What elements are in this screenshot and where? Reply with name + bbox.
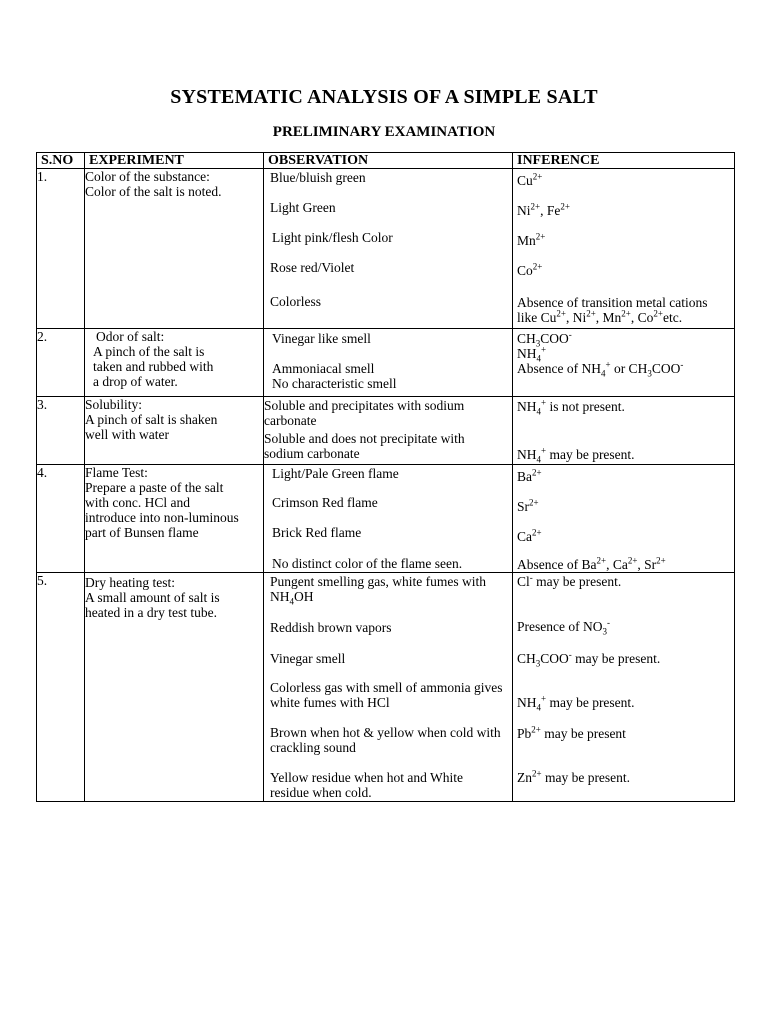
inference-item: $Zn^{2+}$ may be present.: [517, 768, 631, 785]
observation-cell: [264, 397, 513, 465]
table-row: [37, 329, 735, 397]
table-header-row: [37, 153, 735, 169]
inference-cell: [513, 465, 735, 573]
inference-item: $Sr^{2+}$: [517, 497, 539, 514]
observation-item: Light pink/flesh Color: [272, 230, 393, 245]
experiment-line: A pinch of salt is shaken: [85, 412, 218, 427]
observation-item: Colorless gas with smell of ammonia gives white fumes with HCl: [270, 680, 503, 710]
table-row: [37, 573, 735, 802]
observation-item: Blue/bluish green: [270, 170, 366, 185]
table-row: [37, 397, 735, 465]
observation-item: Vinegar smell: [270, 651, 346, 666]
observation-item: Colorless: [270, 294, 322, 309]
observation-cell: [264, 169, 513, 329]
inference-cell: [513, 169, 735, 329]
experiment-line: Color of the substance:: [85, 169, 210, 184]
observation-item: Pungent smelling gas, white fumes with $NH_4OH$: [270, 574, 486, 607]
inference-item: Cl- may be present.: [517, 572, 622, 589]
experiment-line: Prepare a paste of the salt: [85, 480, 224, 495]
experiment-cell: [85, 169, 264, 329]
experiment-cell: [85, 329, 264, 397]
observation-item: Vinegar like smell: [272, 331, 371, 346]
row-sno: 2.: [37, 329, 85, 397]
experiment-line: Color of the salt is noted.: [85, 184, 222, 199]
inference-item: $Ba^{2+}$: [517, 467, 542, 484]
inference-item: $Cu^{2+}$: [517, 171, 543, 188]
experiment-line: A pinch of the salt is: [93, 344, 205, 359]
experiment-line: a drop of water.: [93, 374, 178, 389]
experiment-cell: [85, 465, 264, 573]
table-row: [37, 465, 735, 573]
inference-item: Absence of $Ba^{2+}$, $Ca^{2+}$, $Sr^{2+}$: [517, 555, 666, 572]
experiment-line: A small amount of salt is: [85, 590, 220, 605]
experiment-line: with conc. HCl and: [85, 495, 190, 510]
inference-item: $Co^{2+}$: [517, 261, 543, 278]
experiment-cell: [85, 397, 264, 465]
observation-item: No characteristic smell: [272, 376, 397, 391]
observation-item: Soluble and does not precipitate with sodium carbonate: [264, 431, 465, 461]
experiment-line: Dry heating test:: [85, 575, 175, 590]
inference-item: $CH_3COO^-$: [517, 329, 572, 349]
inference-cell: [513, 329, 735, 397]
inference-cell: [513, 573, 735, 802]
section-subtitle: PRELIMINARY EXAMINATION: [272, 124, 496, 140]
experiment-line: part of Bunsen flame: [85, 525, 199, 540]
experiment-line: Odor of salt:: [96, 329, 165, 344]
observation-cell: [264, 329, 513, 397]
inference-item: $Pb^{2+}$ may be present: [517, 724, 626, 741]
observation-item: No distinct color of the flame seen.: [272, 556, 463, 571]
inference-item: $NH_4^+$ may be present.: [517, 445, 635, 465]
analysis-table: [36, 152, 735, 802]
header-inference: INFERENCE: [513, 153, 735, 169]
inference-item: $NH_4^+$ may be present.: [517, 693, 635, 713]
observation-item: Ammoniacal smell: [272, 361, 375, 376]
page-title: SYSTEMATIC ANALYSIS OF A SIMPLE SALT: [170, 86, 598, 108]
experiment-cell: [85, 573, 264, 802]
inference-item: Absence of transition metal cations like $Cu^{2+}$, $Ni^{2+}$, $Mn^{2+}$, $Co^{2+}etc$.: [517, 295, 708, 325]
inference-item: $NH_4^+$: [517, 344, 547, 364]
experiment-line: heated in a dry test tube.: [85, 605, 217, 620]
header-experiment: EXPERIMENT: [85, 153, 264, 169]
observation-item: Yellow residue when hot and White residue when cold.: [270, 770, 463, 800]
observation-item: Soluble and precipitates with sodium carbonate: [264, 398, 465, 428]
observation-cell: [264, 465, 513, 573]
inference-item: $Ni^{2+}$, $Fe^{2+}$: [517, 201, 570, 218]
observation-item: Rose red/Violet: [270, 260, 355, 275]
experiment-line: introduce into non-luminous: [85, 510, 239, 525]
inference-item: Presence of $NO_3^-$: [517, 617, 610, 637]
experiment-line: Solubility:: [85, 397, 143, 412]
inference-item: $Ca^{2+}$: [517, 527, 542, 544]
inference-cell: [513, 397, 735, 465]
row-sno: 3.: [37, 397, 85, 465]
row-sno: 4.: [37, 465, 85, 573]
observation-item: Reddish brown vapors: [270, 620, 392, 635]
inference-item: $NH_4^+$ is not present.: [517, 397, 625, 417]
inference-item: Absence of $NH_4^+$ or $CH_3COO^-$: [517, 359, 684, 379]
header-sno: S.NO: [37, 153, 85, 169]
experiment-line: taken and rubbed with: [93, 359, 214, 374]
observation-item: Crimson Red flame: [272, 495, 378, 510]
observation-item: Light Green: [270, 200, 336, 215]
observation-item: Light/Pale Green flame: [272, 466, 399, 481]
experiment-line: well with water: [85, 427, 169, 442]
row-sno: 1.: [37, 169, 85, 329]
table-row: [37, 169, 735, 329]
row-sno: 5.: [37, 573, 85, 802]
header-observation: OBSERVATION: [264, 153, 513, 169]
experiment-line: Flame Test:: [85, 465, 148, 480]
inference-item: $Mn^{2+}$: [517, 231, 546, 248]
observation-cell: [264, 573, 513, 802]
inference-item: $CH_3COO^-$ may be present.: [517, 649, 661, 669]
observation-item: Brick Red flame: [272, 525, 362, 540]
observation-item: Brown when hot & yellow when cold with crackling sound: [270, 725, 501, 755]
